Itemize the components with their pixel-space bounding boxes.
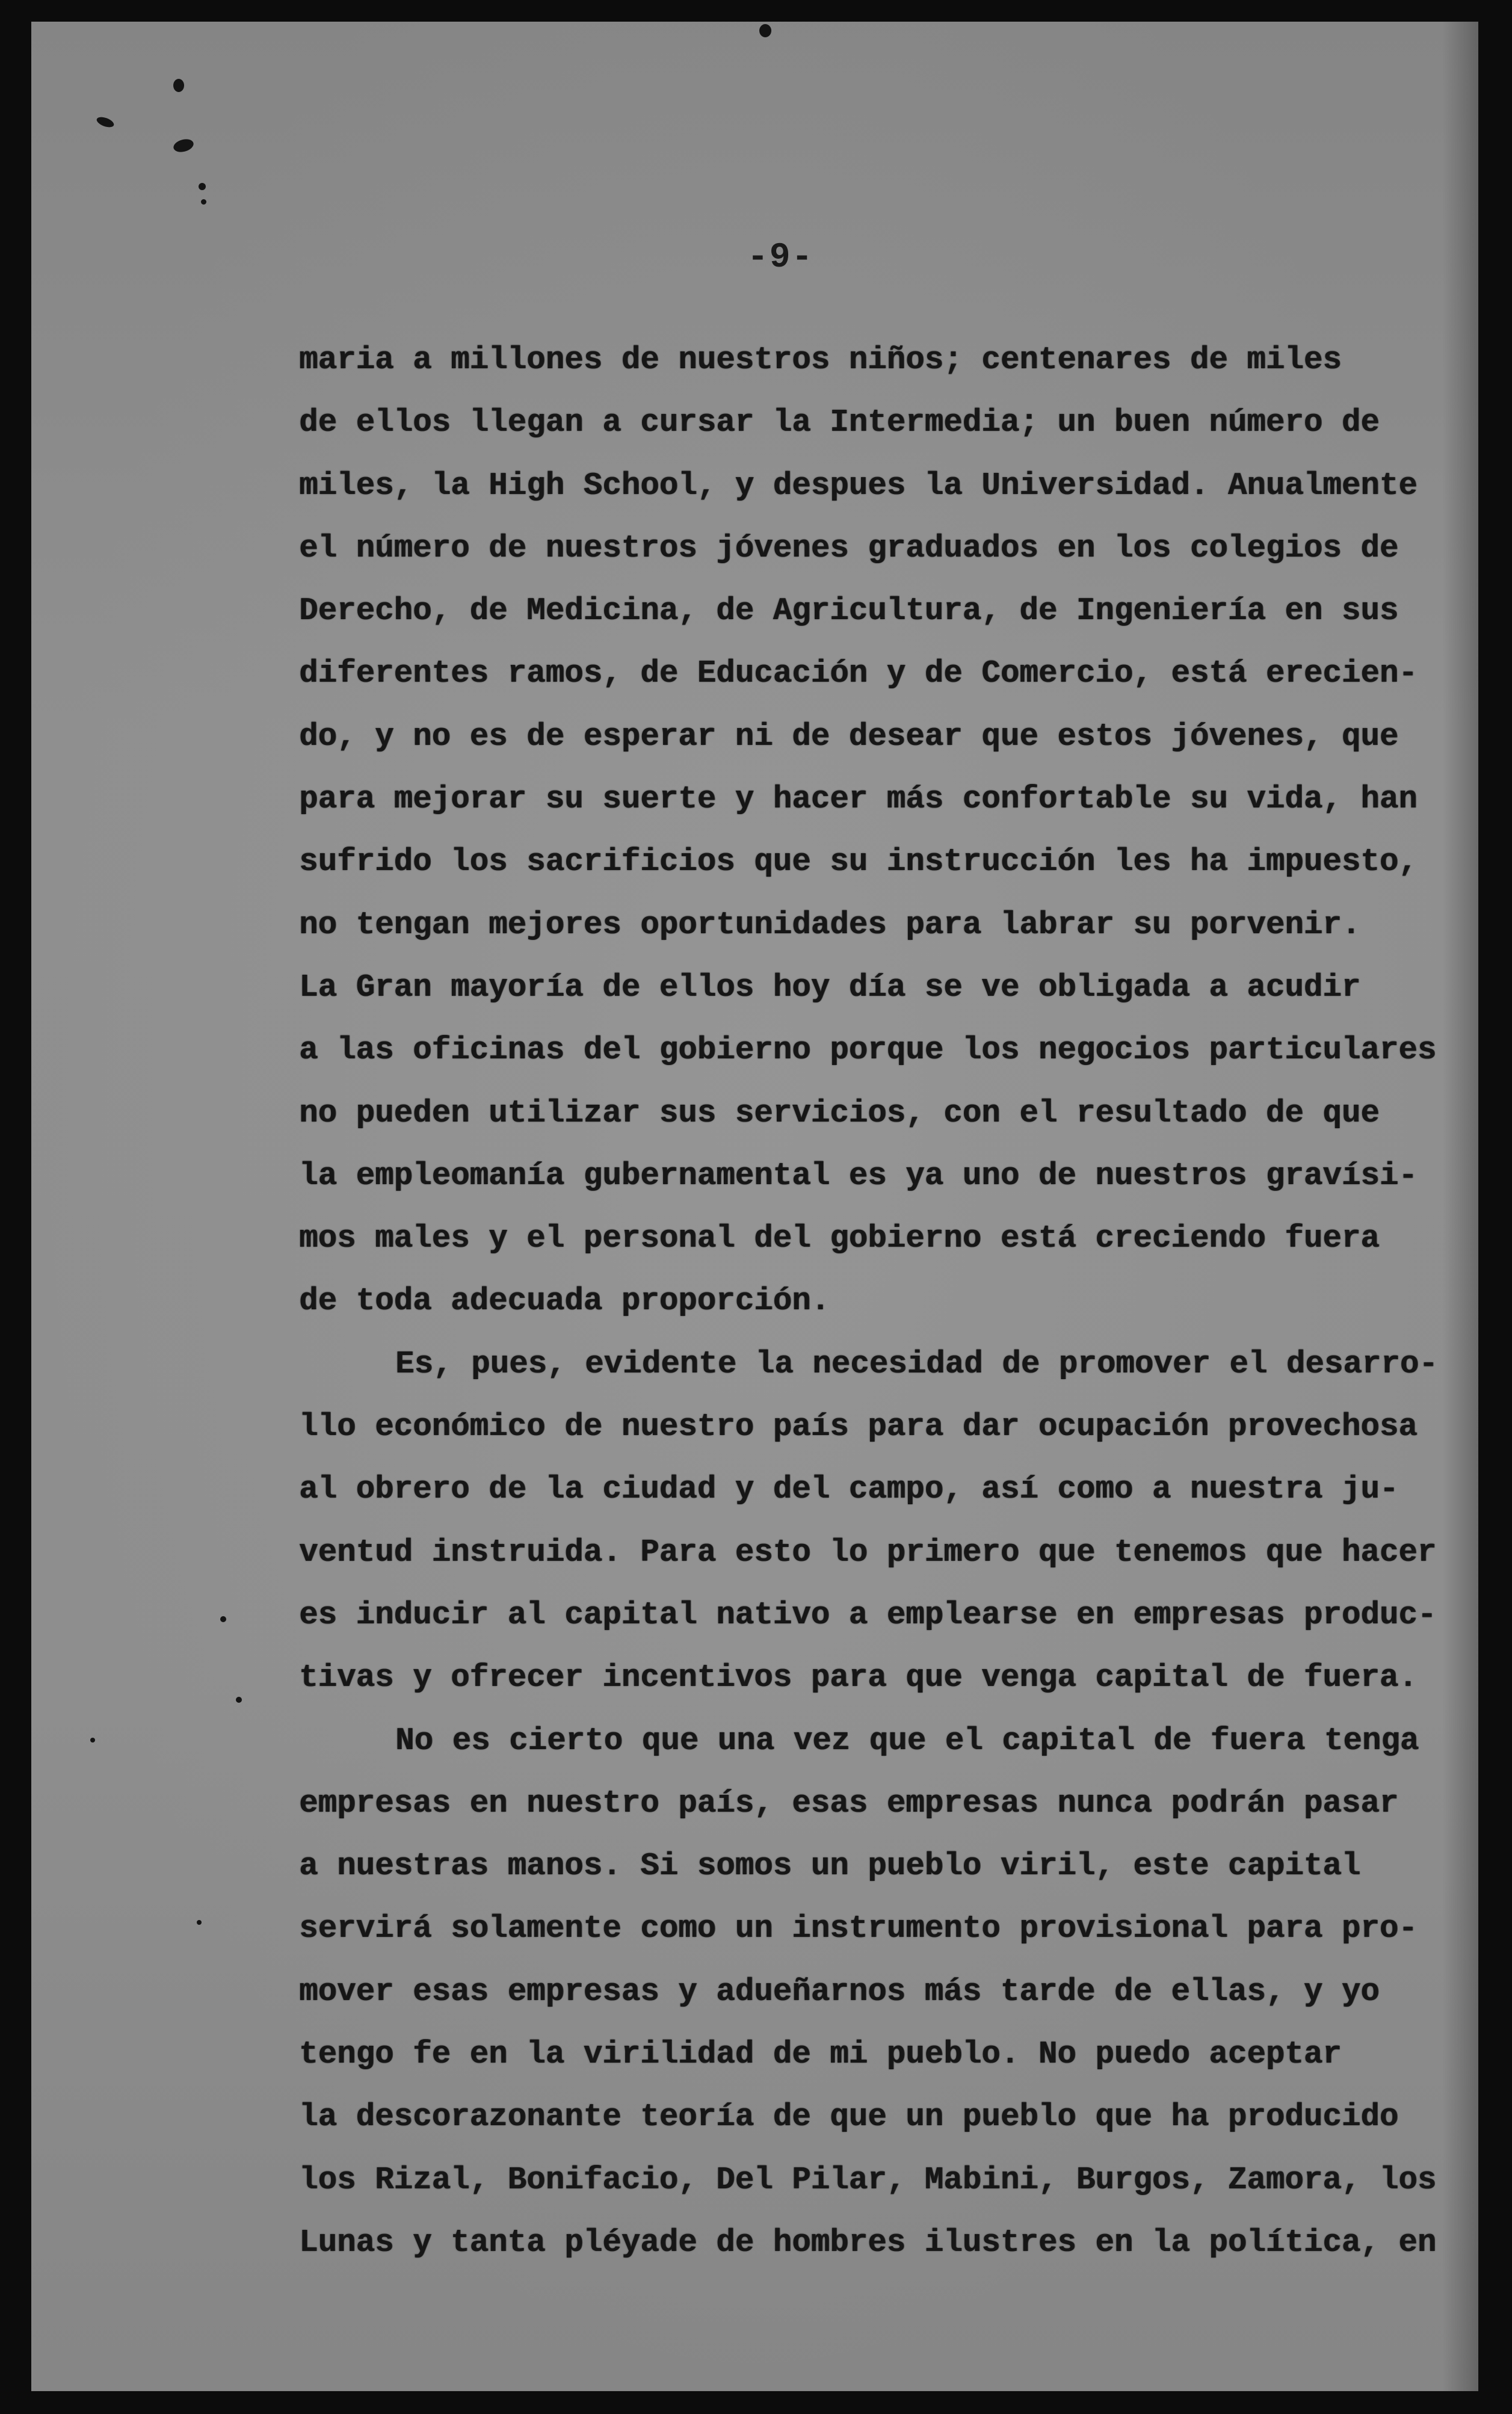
text-line: de ellos llegan a cursar la Intermedia; un buen número de: [299, 404, 1380, 441]
text-line: los Rizal, Bonifacio, Del Pilar, Mabini, Burgos, Zamora, los: [299, 2161, 1437, 2198]
ink-blot: [201, 199, 206, 205]
page-shadow: [1442, 22, 1478, 2391]
text-line: la descorazonante teoría de que un pueblo que ha producido: [299, 2099, 1399, 2135]
text-line: mos males y el personal del gobierno está creciendo fuera: [299, 1220, 1380, 1257]
text-line: sufrido los sacrificios que su instrucción les ha impuesto,: [299, 844, 1418, 880]
text-line: mover esas empresas y adueñarnos más tarde de ellas, y yo: [299, 1973, 1380, 2010]
ink-blot: [96, 115, 116, 129]
body-text: [299, 329, 1438, 2274]
ink-blot: [199, 183, 206, 190]
text-line: a nuestras manos. Si somos un pueblo viril, este capital: [299, 1848, 1361, 1885]
ink-blot: [220, 1616, 226, 1622]
ink-blot: [197, 1920, 202, 1925]
text-line: la empleomanía gubernamental es ya uno de nuestros gravísi-: [299, 1157, 1418, 1194]
text-line: Lunas y tanta pléyade de hombres ilustres en la política, en: [299, 2224, 1437, 2261]
ink-blot: [90, 1738, 95, 1743]
text-line: no tengan mejores oportunidades para labrar su porvenir.: [299, 906, 1361, 943]
text-line: Derecho, de Medicina, de Agricultura, de Ingeniería en sus: [299, 593, 1399, 629]
text-line: de toda adecuada proporción.: [299, 1283, 830, 1320]
text-line: empresas en nuestro país, esas empresas nunca podrán pasar: [299, 1785, 1399, 1821]
ink-blot: [759, 24, 771, 37]
text-line: do, y no es de esperar ni de desear que estos jóvenes, que: [299, 718, 1399, 755]
text-line: llo económico de nuestro país para dar ocupación provechosa: [299, 1409, 1418, 1445]
text-line: Es, pues, evidente la necesidad de promover el desarro-: [395, 1345, 1438, 1382]
ink-blot: [173, 79, 184, 92]
text-line: diferentes ramos, de Educación y de Comercio, está erecien-: [299, 655, 1418, 692]
ink-blot: [236, 1697, 242, 1703]
text-line: miles, la High School, y despues la Universidad. Anualmente: [299, 467, 1418, 504]
text-line: No es cierto que una vez que el capital de fuera tenga: [395, 1722, 1419, 1759]
text-line: tivas y ofrecer incentivos para que venga capital de fuera.: [299, 1659, 1418, 1696]
text-line: La Gran mayoría de ellos hoy día se ve obligada a acudir: [299, 969, 1361, 1005]
text-line: ventud instruida. Para esto lo primero que tenemos que hacer: [299, 1534, 1437, 1570]
text-line: es inducir al capital nativo a emplearse en empresas produc-: [299, 1596, 1437, 1633]
text-line: tengo fe en la virilidad de mi pueblo. No puedo aceptar: [299, 2036, 1342, 2073]
text-line: servirá solamente como un instrumento provisional para pro-: [299, 1910, 1418, 1947]
text-line: no pueden utilizar sus servicios, con el resultado de que: [299, 1094, 1380, 1131]
text-line: a las oficinas del gobierno porque los negocios particulares: [299, 1032, 1437, 1069]
document-page: [31, 22, 1478, 2391]
page-number: -9-: [747, 238, 814, 277]
ink-blot: [172, 137, 195, 154]
text-line: para mejorar su suerte y hacer más confortable su vida, han: [299, 781, 1418, 818]
text-line: el número de nuestros jóvenes graduados en los colegios de: [299, 529, 1399, 566]
text-line: al obrero de la ciudad y del campo, así como a nuestra ju-: [299, 1471, 1399, 1508]
text-line: maria a millones de nuestros niños; centenares de miles: [299, 342, 1342, 378]
